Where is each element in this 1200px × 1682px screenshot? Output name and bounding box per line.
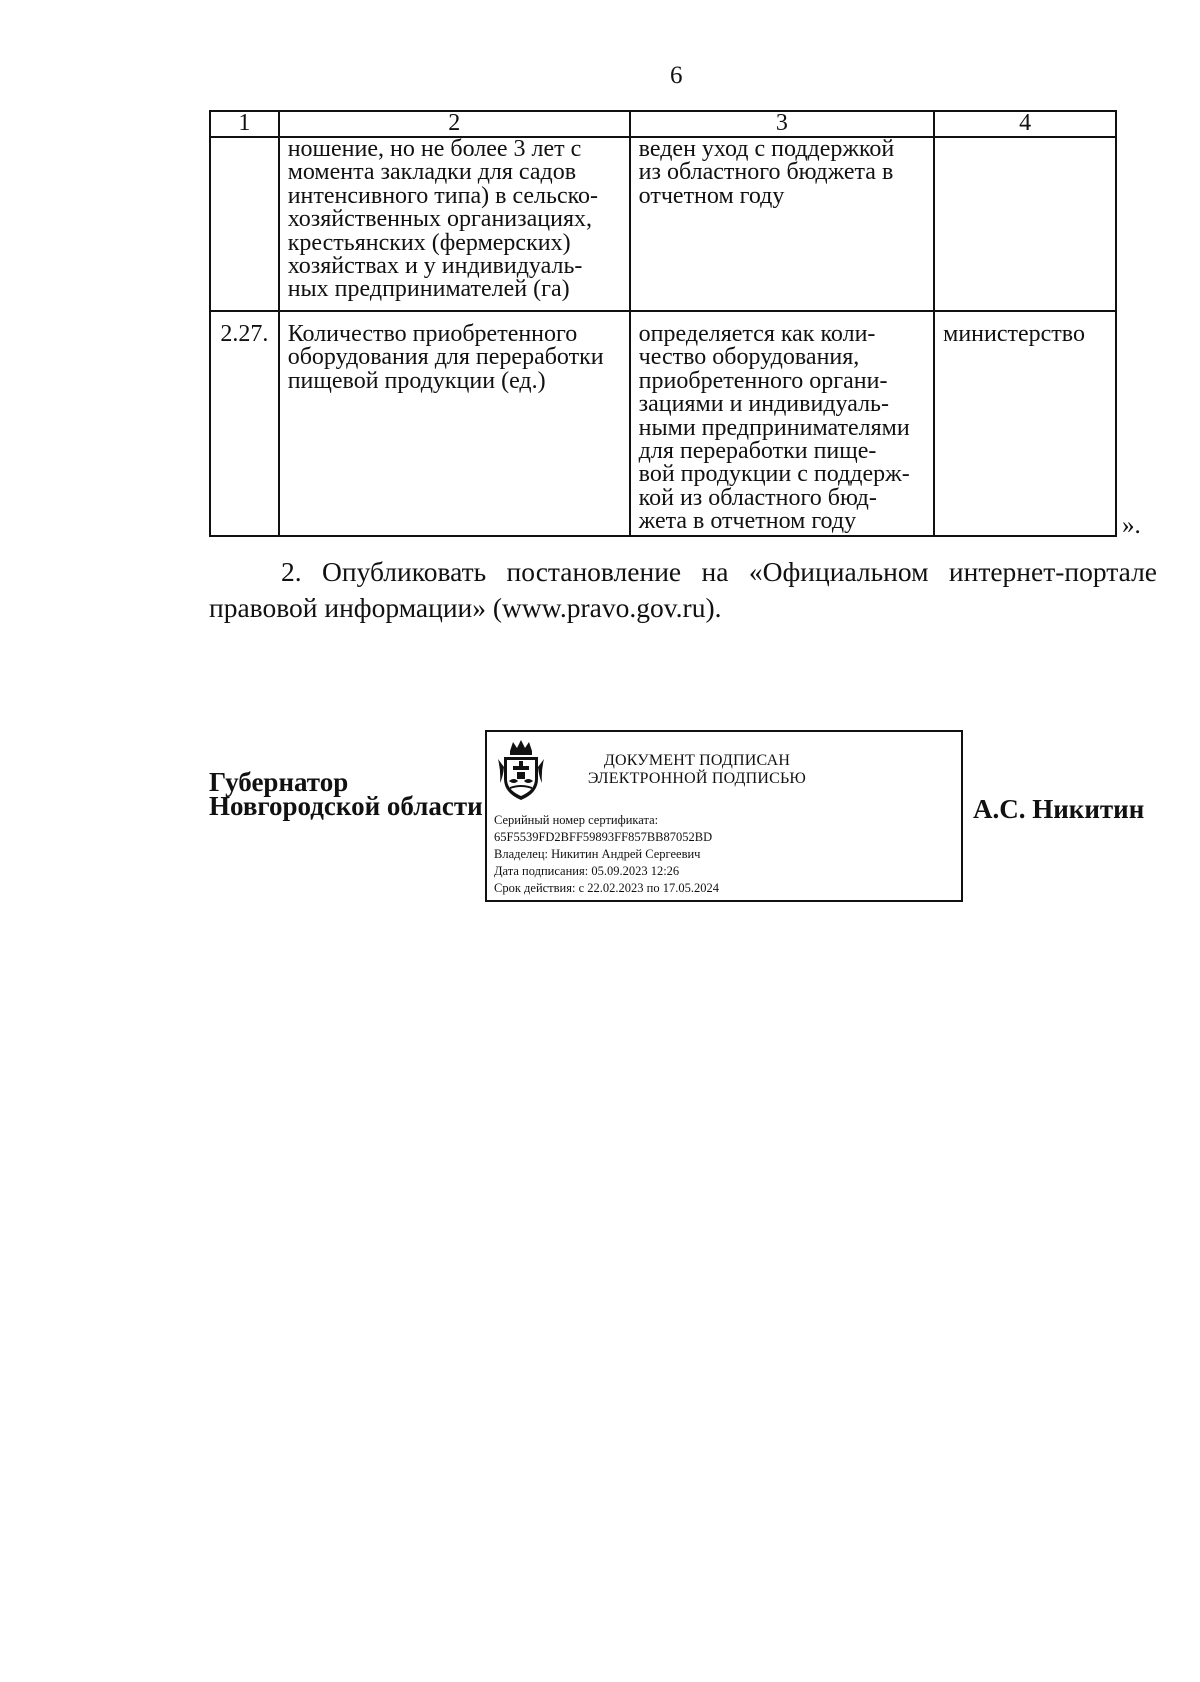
stamp-heading-line: ДОКУМЕНТ ПОДПИСАН <box>603 752 791 769</box>
signing-date: Дата подписания: 05.09.2023 12:26 <box>494 864 680 878</box>
coat-of-arms-icon <box>496 737 546 803</box>
signatory-title: Губернатор Новгородской области <box>209 767 483 821</box>
indicators-table <box>209 110 1117 537</box>
stamp-heading-line: ЭЛЕКТРОННОЙ ПОДПИСЬЮ <box>587 770 807 787</box>
signer-name: А.С. Никитин <box>973 794 1145 824</box>
table-row <box>210 137 1116 311</box>
table-header-row <box>210 111 1116 137</box>
column-header: 3 <box>630 111 934 137</box>
table-row <box>210 311 1116 536</box>
certificate-serial-label: Серийный номер сертификата: <box>494 813 659 827</box>
closing-quote: ». <box>1122 512 1141 539</box>
row-number-cell <box>210 137 279 311</box>
publish-paragraph: 2. Опубликовать постановление на «Официальном интернет-портале правовой информации» (www.pravo.gov.ru). <box>209 556 1157 623</box>
responsible-cell: министерство <box>934 311 1116 536</box>
responsible-cell <box>934 137 1116 311</box>
column-header: 2 <box>279 111 630 137</box>
electronic-signature-stamp <box>485 730 963 902</box>
certificate-serial-value: 65F5539FD2BFF59893FF857BB87052BD <box>494 830 713 844</box>
row-number-cell: 2.27. <box>210 311 279 536</box>
method-cell: веден уход с поддержкой из областного бюджета в отчетном году <box>630 137 934 311</box>
method-cell: определяется как коли- чество оборудования, приобретенного органи- зациями и индивидуаль- ными предпринимателями для переработки пище- вой продукции с поддерж- кой из областного бюд- жета в отчетном году <box>630 311 934 536</box>
column-header: 4 <box>934 111 1116 137</box>
indicator-cell: Количество приобретенного оборудования для переработки пищевой продукции (ед.) <box>279 311 630 536</box>
page-number: 6 <box>670 62 683 89</box>
column-header: 1 <box>210 111 279 137</box>
indicator-cell: ношение, но не более 3 лет с момента закладки для садов интенсивного типа) в сельско- хозяйственных организациях, крестьянских (фермерских) хозяйствах и у индивидуаль- ных предпринимателей (га) <box>279 137 630 311</box>
stamp-details <box>494 812 719 897</box>
certificate-owner: Владелец: Никитин Андрей Сергеевич <box>494 847 701 861</box>
certificate-validity: Срок действия: с 22.02.2023 по 17.05.2024 <box>494 881 719 895</box>
stamp-heading <box>567 752 827 788</box>
